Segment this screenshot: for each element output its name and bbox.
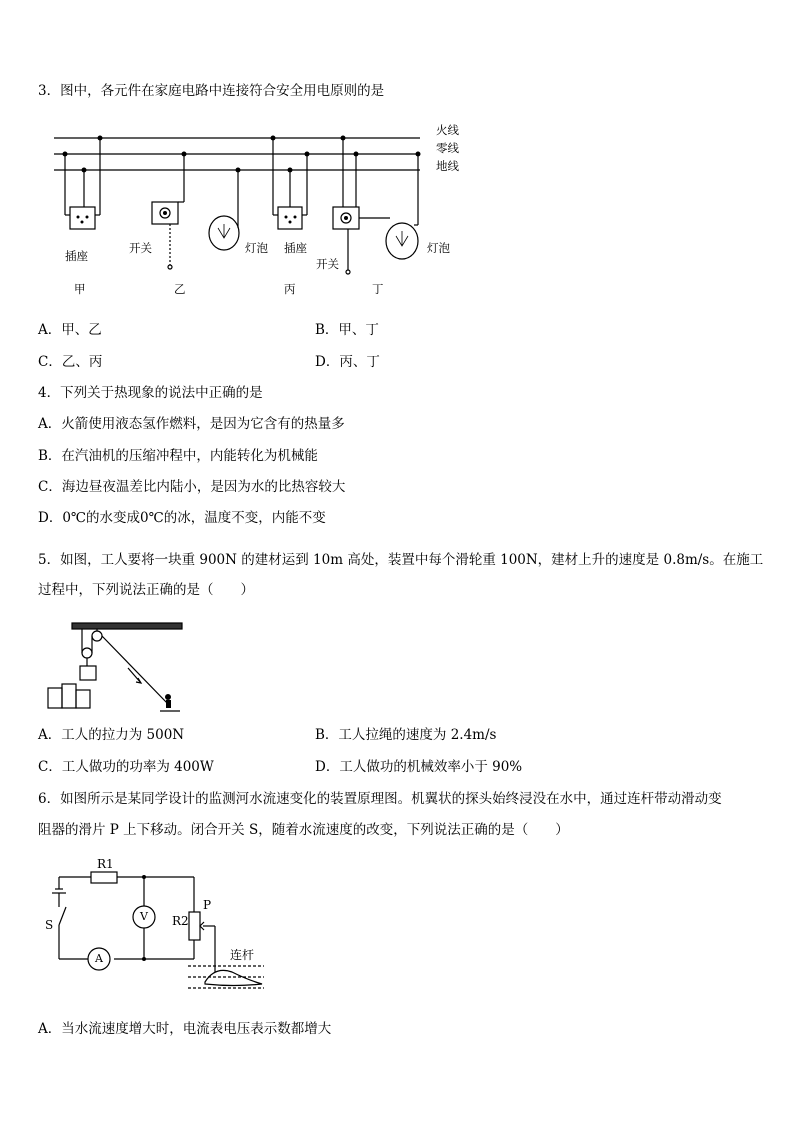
q3-option-d[interactable]: D．丙、丁 <box>315 354 380 370</box>
q3-option-c[interactable]: C．乙、丙 <box>38 354 103 370</box>
part-label-d: 丁 <box>372 282 384 296</box>
switch-label-1: 开关 <box>129 241 152 255</box>
r1-label: R1 <box>97 857 114 871</box>
ground-wire-label: 地线 <box>436 159 459 173</box>
q3-option-b[interactable]: B．甲、丁 <box>315 322 379 338</box>
q6-stem-line1: 6．如图所示是某同学设计的监测河水流速变化的装置原理图。机翼状的探头始终浸没在水中，通过连杆带动滑动变 <box>38 791 722 807</box>
q5-option-d[interactable]: D．工人做功的机械效率小于 90% <box>315 759 523 775</box>
r2-label: R2 <box>172 914 189 928</box>
q6-stem-line2: 阻器的滑片 P 上下移动。闭合开关 S，随着水流速度的改变，下列说法正确的是（ ） <box>38 822 569 838</box>
live-wire-label: 火线 <box>436 123 459 137</box>
q5-option-b[interactable]: B．工人拉绳的速度为 2.4m/s <box>315 727 497 743</box>
q4-option-d[interactable]: D．0℃的水变成0℃的冰，温度不变，内能不变 <box>38 510 326 526</box>
socket-label-1: 插座 <box>65 249 88 263</box>
rod-label: 连杆 <box>230 948 255 962</box>
q5-option-c[interactable]: C．工人做功的功率为 400W <box>38 759 214 775</box>
q3-stem: 3．图中，各元件在家庭电路中连接符合安全用电原则的是 <box>38 83 385 99</box>
part-label-c: 丙 <box>284 282 296 296</box>
socket-label-2: 插座 <box>284 241 307 255</box>
bulb-label-1: 灯泡 <box>245 241 268 255</box>
q5-stem-line1: 5．如图，工人要将一块重 900N 的建材运到 10m 高处，装置中每个滑轮重 100N，建材上升的速度是 0.8m/s。在施工 <box>38 552 764 568</box>
q4-stem: 4．下列关于热现象的说法中正确的是 <box>38 385 263 401</box>
voltmeter-label: V <box>140 910 148 923</box>
q3-option-a[interactable]: A．甲、乙 <box>38 322 102 338</box>
bulb-label-2: 灯泡 <box>427 241 450 255</box>
neutral-wire-label: 零线 <box>436 141 459 155</box>
ammeter-label: A <box>95 952 103 965</box>
q6-option-a[interactable]: A．当水流速度增大时，电流表电压表示数都增大 <box>38 1021 332 1037</box>
q5-option-a[interactable]: A．工人的拉力为 500N <box>38 727 185 743</box>
switch-label-2: 开关 <box>316 257 339 271</box>
part-label-b: 乙 <box>174 282 186 296</box>
part-label-a: 甲 <box>74 282 86 296</box>
q4-option-a[interactable]: A．火箭使用液态氢作燃料，是因为它含有的热量多 <box>38 416 345 432</box>
q5-stem-line2: 过程中，下列说法正确的是（ ） <box>38 582 254 598</box>
switch-s-label: S <box>45 918 54 932</box>
q4-option-b[interactable]: B．在汽油机的压缩冲程中，内能转化为机械能 <box>38 448 318 464</box>
q4-option-c[interactable]: C．海边昼夜温差比内陆小，是因为水的比热容较大 <box>38 479 346 495</box>
slider-p-label: P <box>203 898 212 912</box>
